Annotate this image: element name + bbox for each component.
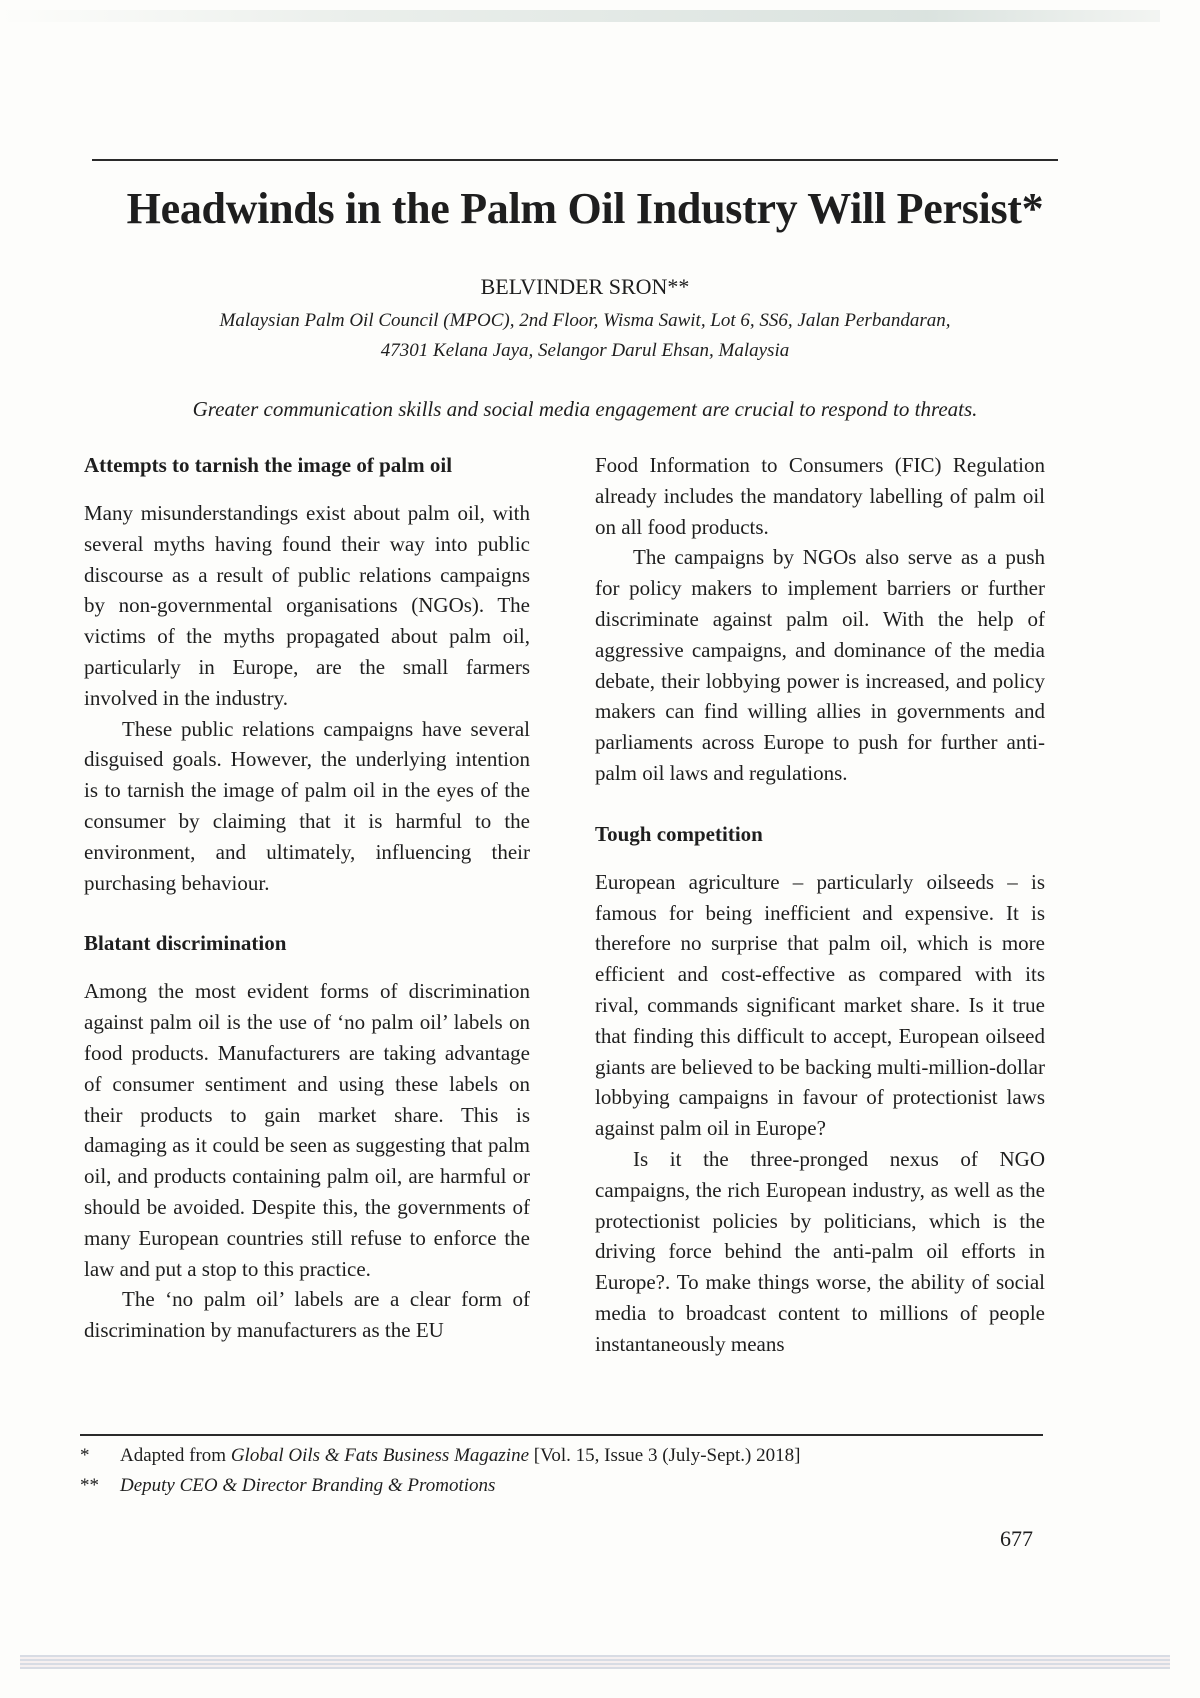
footnote-mark: **: [80, 1475, 99, 1496]
right-column: [595, 450, 1045, 1360]
page-number: 677: [1000, 1526, 1033, 1551]
footnote-2: [80, 1471, 1060, 1501]
article-title: Headwinds in the Palm Oil Industry Will Persist*: [126, 184, 1044, 233]
paragraph: Food Information to Consumers (FIC) Regulation already includes the mandatory labelling of palm oil on all food products.: [595, 453, 1045, 539]
section-heading-attempts: Attempts to tarnish the image of palm oil: [84, 453, 453, 477]
paragraph: Many misunderstandings exist about palm oil, with several myths having found their way into public discourse as a result of public relations campaigns by non-governmental organisations (NGOs). The victims of the myths propagated about palm oil, particularly in Europe, are the small farmers involved in the industry.: [84, 501, 530, 710]
paragraph: The ‘no palm oil’ labels are a clear form of discrimination by manufacturers as the EU: [84, 1287, 530, 1343]
scan-artifact-top: [0, 10, 1160, 22]
footnote-source: Global Oils & Fats Business Magazine: [230, 1445, 530, 1466]
footnote-text: Deputy CEO & Director Branding & Promotions: [120, 1475, 496, 1496]
paragraph: The campaigns by NGOs also serve as a push for policy makers to implement barriers or further discriminate against palm oil. With the help of aggressive campaigns, and dominance of the media debate, their lobbying power is increased, and policy makers can find willing allies in governments and parliaments across Europe to push for further anti-palm oil laws and regulations.: [595, 545, 1045, 785]
scan-artifact-bottom: [20, 1655, 1170, 1669]
paragraph: Among the most evident forms of discrimination against palm oil is the use of ‘no palm oil’ labels on food products. Manufacturers are taking advantage of consumer sentiment and using these labels on their products to gain market share. This is damaging as it could be seen as suggesting that palm oil, and products containing palm oil, are harmful or should be avoided. Despite this, the governments of many European countries still refuse to enforce the law and put a stop to this practice.: [84, 979, 530, 1281]
affiliation-line-1: Malaysian Palm Oil Council (MPOC), 2nd Floor, Wisma Sawit, Lot 6, SS6, Jalan Perbandaran,: [219, 310, 951, 331]
article-tagline: Greater communication skills and social media engagement are crucial to respond to threats.: [192, 397, 978, 421]
footnote-text: Adapted from: [120, 1445, 227, 1466]
paragraph: Is it the three-pronged nexus of NGO campaigns, the rich European industry, as well as the protectionist policies by politicians, which is the driving force behind the anti-palm oil efforts in Europe?. To make things worse, the ability of social media to broadcast content to millions of people instantaneously means: [595, 1146, 1045, 1356]
footnote-text: [Vol. 15, Issue 3 (July-Sept.) 2018]: [533, 1445, 801, 1466]
section-heading-discrimination: Blatant discrimination: [84, 931, 287, 956]
left-column: [84, 450, 530, 1346]
footnote-mark: *: [80, 1445, 90, 1466]
author-name: BELVINDER SRON**: [480, 274, 690, 299]
paragraph: These public relations campaigns have several disguised goals. However, the underlying intention is to tarnish the image of palm oil in the eyes of the consumer by claiming that it is harmful to the environment, and ultimately, influencing their purchasing behaviour.: [84, 716, 530, 895]
section-heading-competition: Tough competition: [595, 821, 763, 846]
affiliation-line-2: 47301 Kelana Jaya, Selangor Darul Ehsan, Malaysia: [380, 340, 790, 361]
footnote-rule: [80, 1434, 1043, 1436]
author-affiliation: [60, 306, 1110, 366]
paragraph: European agriculture – particularly oilseeds – is famous for being inefficient and expensive. It is therefore no surprise that palm oil, which is more efficient and cost-effective as compared with its rival, commands significant market share. Is it true that finding this difficult to accept, European oilseed giants are believed to be backing multi-million-dollar lobbying campaigns in favour of protectionist laws against palm oil in Europe?: [595, 869, 1045, 1141]
footnotes: [80, 1441, 1060, 1501]
footnote-1: [80, 1441, 1060, 1471]
top-rule: [92, 159, 1058, 161]
